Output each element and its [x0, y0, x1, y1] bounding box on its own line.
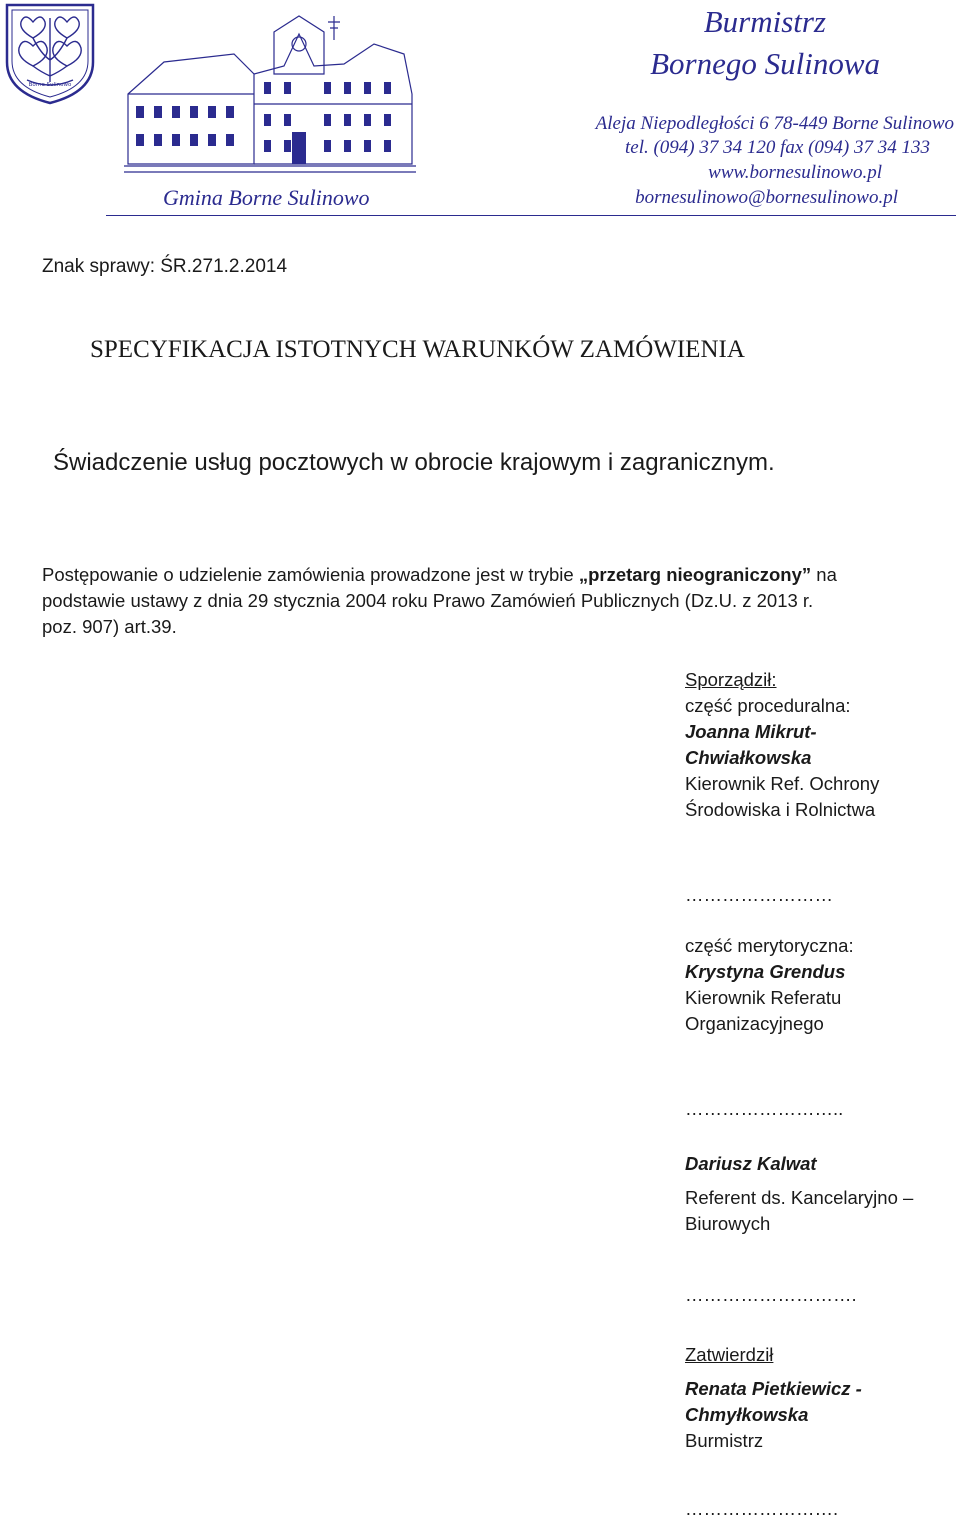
clerk-signer-name: Dariusz Kalwat: [685, 1153, 817, 1174]
procedural-signer-name-line1: Joanna Mikrut-: [685, 721, 817, 742]
procedure-line-1: [42, 562, 942, 588]
signature-line-3: ……………………….: [685, 1284, 857, 1305]
procedure-paragraph: [42, 562, 942, 640]
case-reference: Znak sprawy: ŚR.271.2.2014: [42, 256, 288, 277]
procedural-signer-role-line1: Kierownik Ref. Ochrony: [685, 773, 880, 794]
signature-line-1: ……………………: [685, 884, 833, 905]
letterhead-phone-fax: tel. (094) 37 34 120 fax (094) 37 34 133: [624, 137, 930, 158]
town-hall-illustration: [124, 14, 416, 180]
substantive-part-label: część merytoryczna:: [685, 935, 854, 956]
svg-text:Borne Sulinowo: Borne Sulinowo: [28, 82, 72, 88]
letterhead-title-line1: Burmistrz: [703, 4, 826, 39]
coat-of-arms-logo: [3, 2, 97, 106]
letterhead-address: Aleja Niepodległości 6 78-449 Borne Sulinowo: [595, 113, 954, 134]
signature-line-2: ……………………..: [685, 1098, 844, 1119]
procedure-line-2: podstawie ustawy z dnia 29 stycznia 2004 roku Prawo Zamówień Publicznych (Dz.U. z 2013 r.: [42, 590, 814, 611]
crest-motto: [29, 82, 72, 88]
procedural-part-label: część proceduralna:: [685, 695, 851, 716]
procedural-signer-name-line2: Chwiałkowska: [685, 747, 812, 768]
signature-line-4: …………………….: [685, 1498, 839, 1519]
order-subject: Świadczenie usług pocztowych w obrocie krajowym i zagranicznym.: [53, 449, 775, 476]
procedural-signer-role-line2: Środowiska i Rolnictwa: [685, 799, 876, 820]
substantive-signer-role-line1: Kierownik Referatu: [685, 987, 842, 1008]
clerk-signer-role-line2: Biurowych: [685, 1213, 771, 1234]
document-title: SPECYFIKACJA ISTOTNYCH WARUNKÓW ZAMÓWIENIA: [90, 336, 745, 363]
procedure-text-after: na: [811, 564, 837, 585]
clerk-signer-role-line1: Referent ds. Kancelaryjno –: [685, 1187, 914, 1208]
gmina-caption: Gmina Borne Sulinowo: [163, 185, 370, 210]
procedure-mode: „przetarg nieograniczony”: [578, 564, 812, 585]
letterhead-title-line2: Bornego Sulinowa: [650, 46, 880, 81]
procedure-line-3: poz. 907) art.39.: [42, 616, 177, 637]
prepared-by-label: Sporządził:: [685, 669, 777, 690]
letterhead-email: bornesulinowo@bornesulinowo.pl: [635, 187, 898, 208]
substantive-signer-name: Krystyna Grendus: [685, 961, 846, 982]
approver-role: Burmistrz: [685, 1430, 764, 1451]
approver-name-line2: Chmyłkowska: [685, 1404, 809, 1425]
approved-by-label: Zatwierdził: [685, 1344, 774, 1365]
procedure-text-before: Postępowanie o udzielenie zamówienia prowadzone jest w trybie: [42, 564, 579, 585]
letterhead-divider: [106, 215, 956, 216]
letterhead-website: www.bornesulinowo.pl: [708, 162, 882, 183]
substantive-signer-role-line2: Organizacyjnego: [685, 1013, 824, 1034]
approver-name-line1: Renata Pietkiewicz -: [685, 1378, 862, 1399]
